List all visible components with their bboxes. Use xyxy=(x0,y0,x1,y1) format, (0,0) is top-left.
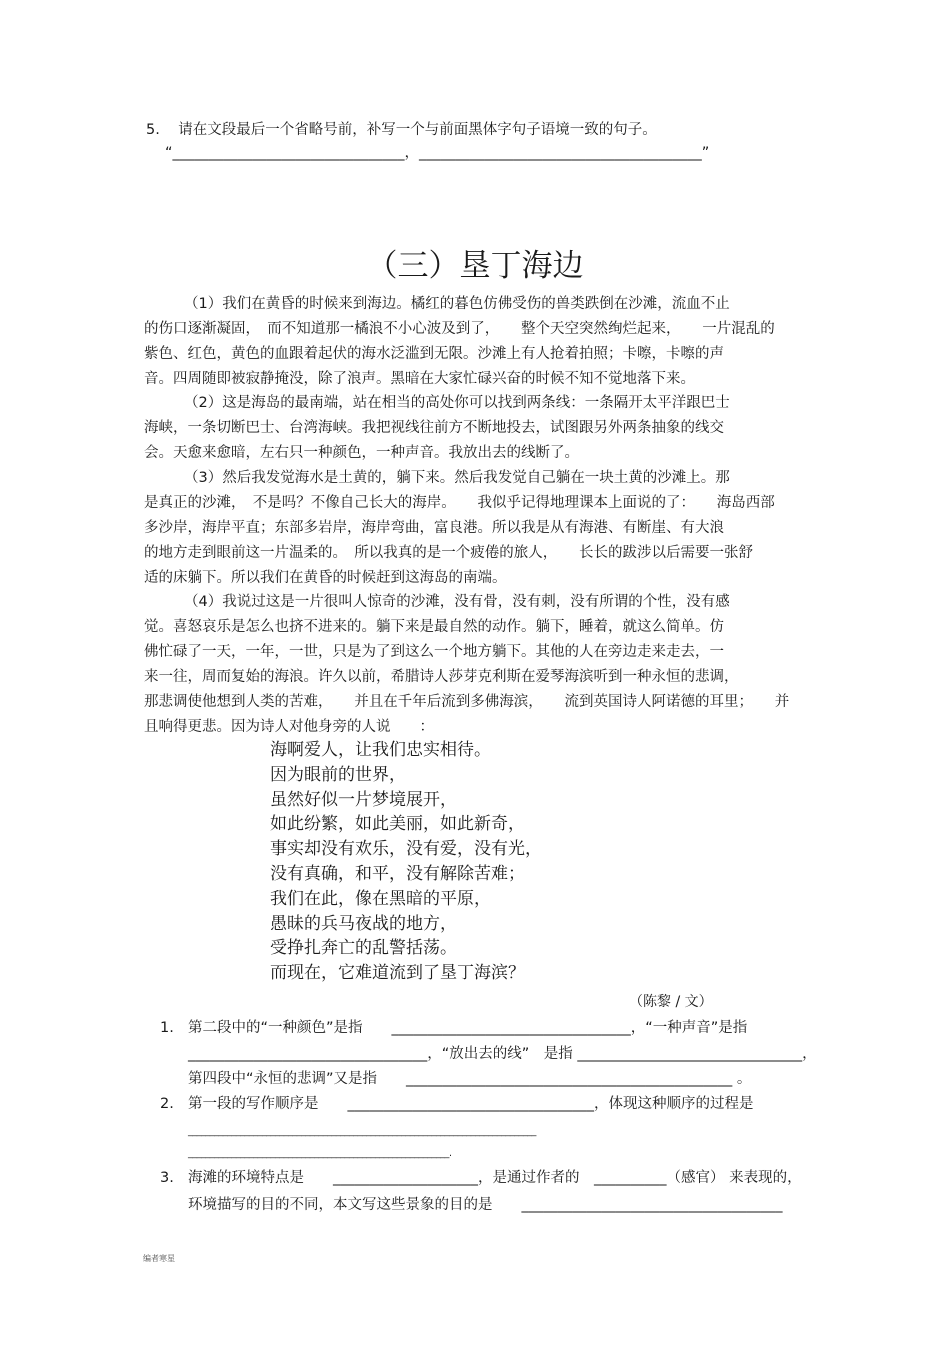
poem-line: 我们在此，像在黑暗的平原， xyxy=(270,888,491,909)
paragraph-3-line: （3）然后我发觉海水是土黄的，躺下来。然后我发觉自己躺在一块土黄的沙滩上。那 xyxy=(184,470,730,486)
paragraph-4 xyxy=(144,590,814,740)
paragraph-2-line: 会。天愈来愈暗，左右只一种颜色，一种声音。我放出去的线断了。 xyxy=(144,445,579,461)
paragraph-3-line: 多沙岸，海岸平直；东部多岩岸，海岸弯曲，富良港。所以我是从有海港、有断崖、有大浪 xyxy=(144,520,724,536)
poem-line: 没有真确，和平，没有解除苦难； xyxy=(270,863,525,884)
question-3-line: 海滩的环境特点是 ____________________，是通过作者的 __________（感官） 来表现的， xyxy=(188,1170,802,1186)
paragraph-1-line: 紫色、红色，黄色的血跟着起伏的海水泛滥到无限。沙滩上有人抢着拍照；卡嚓，卡嚓的声 xyxy=(144,346,724,362)
poem-line: 因为眼前的世界， xyxy=(270,764,406,785)
paragraph-4-line: 且响得更悲。因为诗人对他身旁的人说 ： xyxy=(144,719,434,735)
question-1-line: _________________________________，“放出去的线” 是指 _______________________________， xyxy=(188,1046,817,1062)
paragraph-4-line: 那悲调使他想到人类的苦难， 并且在千年后流到多佛海滨， 流到英国诗人阿诺德的耳里； 并 xyxy=(144,694,790,710)
question-3-number: 3. xyxy=(160,1170,174,1186)
poem-line: 受挣扎奔亡的乱警括荡。 xyxy=(270,938,457,959)
poem-line: 事实却没有欢乐，没有爱，没有光， xyxy=(270,839,542,860)
poem-line: 海啊爱人，让我们忠实相待。 xyxy=(270,740,491,760)
paragraph-3-line: 的地方走到眼前这一片温柔的。 所以我真的是一个疲倦的旅人， 长长的跋涉以后需要一张舒 xyxy=(144,545,753,561)
paragraph-1-line: 的伤口逐渐凝固， 而不知道那一橘浪不小心波及到了， 整个天空突然绚烂起来， 一片混乱的 xyxy=(144,321,775,337)
poem-line: 如此纷繁，如此美丽，如此新奇， xyxy=(270,814,525,835)
paragraph-1 xyxy=(144,292,814,392)
paragraph-3-line: 是真正的沙滩， 不是吗？不像自己长大的海岸。 我似乎记得地理课本上面说的了： 海岛西部 xyxy=(144,495,775,511)
paragraph-4-line: （4）我说过这是一片很叫人惊奇的沙滩，没有骨，没有刺，没有所谓的个性，没有感 xyxy=(184,594,730,610)
page-footer: 编者寒星 xyxy=(143,1254,175,1263)
question-2-answer-line: ____________________________________________________________. xyxy=(188,1148,452,1159)
poem-line: 而现在，它难道流到了垦丁海滨？ xyxy=(270,963,525,984)
question-5-number: 5. xyxy=(146,122,160,138)
question-1-line: 第二段中的“一种颜色”是指 _________________________________，“一种声音”是指 xyxy=(188,1020,748,1036)
paragraph-4-line: 佛忙碌了一天，一年，一世，只是为了到这么一个地方躺下。其他的人在旁边走来走去，一 xyxy=(144,644,724,660)
paragraph-1-line: （1）我们在黄昏的时候来到海边。橘红的暮色仿佛受伤的兽类跌倒在沙滩，流血不止 xyxy=(184,296,730,312)
author-credit: （陈黎 / 文） xyxy=(629,994,713,1010)
paragraph-4-line: 来一往，周而复始的海浪。许久以前，希腊诗人莎芽克利斯在爱琴海滨听到一种永恒的悲调， xyxy=(144,669,739,685)
paragraph-1-line: 音。四周随即被寂静掩没，除了浪声。黑暗在大家忙碌兴奋的时候不知不觉地落下来。 xyxy=(144,371,695,387)
article-title: （三）垦丁海边 xyxy=(366,248,584,284)
question-3-line: 环境描写的目的不同，本文写这些景象的目的是 ____________________________________ xyxy=(188,1197,783,1213)
paragraph-3 xyxy=(144,466,814,591)
poem-line: 虽然好似一片梦境展开， xyxy=(270,789,457,810)
question-5-text: 请在文段最后一个省略号前，补写一个与前面黑体字句子语境一致的句子。 xyxy=(178,122,657,138)
question-2-number: 2. xyxy=(160,1096,174,1112)
paragraph-3-line: 适的床躺下。所以我们在黄昏的时候赶到这海岛的南端。 xyxy=(144,570,507,586)
question-2-line: 第一段的写作顺序是 __________________________________，体现这种顺序的过程是 xyxy=(188,1096,754,1112)
paragraph-2-line: 海峡，一条切断巴士、台湾海峡。我把视线往前方不断地投去，试图跟另外两条抽象的线交 xyxy=(144,420,724,436)
question-1-number: 1. xyxy=(160,1020,174,1036)
poem-line: 愚昧的兵马夜战的地方， xyxy=(270,913,457,934)
question-5-answer-blanks: “________________________________，_______________________________________” xyxy=(165,145,710,161)
question-2-answer-line: ________________________________________________________________________________ xyxy=(188,1126,537,1137)
poem xyxy=(270,738,542,986)
paragraph-2-line: （2）这是海岛的最南端，站在相当的高处你可以找到两条线：一条隔开太平洋跟巴士 xyxy=(184,395,730,411)
paragraph-4-line: 觉。喜怒哀乐是怎么也挤不进来的。躺下来是最自然的动作。躺下，睡着，就这么简单。仿 xyxy=(144,619,724,635)
paragraph-2 xyxy=(144,391,814,466)
question-1-line: 第四段中“永恒的悲调”又是指 _____________________________________________ 。 xyxy=(188,1071,752,1087)
question-5-prompt xyxy=(146,120,657,140)
